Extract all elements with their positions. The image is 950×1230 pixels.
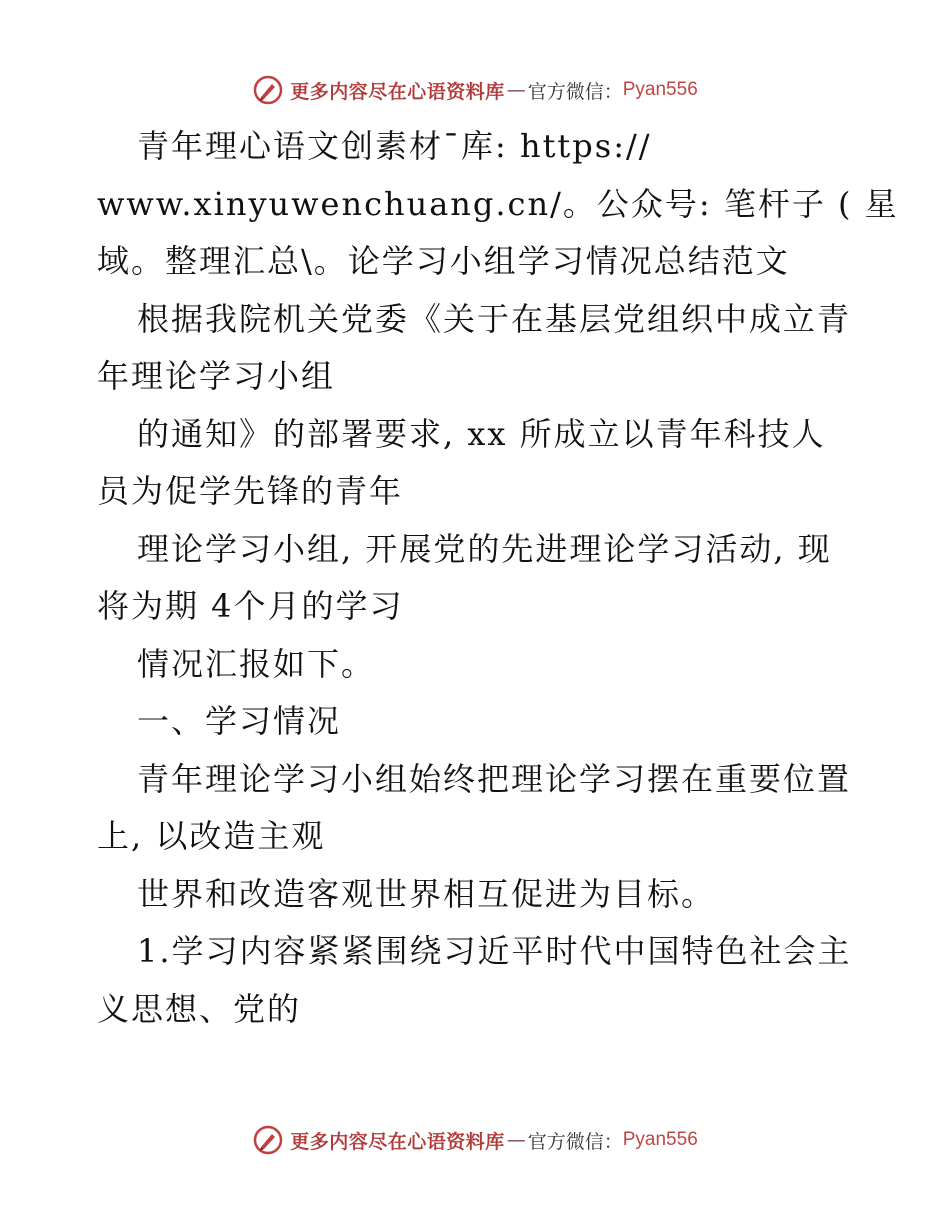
text-line: 世界和改造客观世界相互促进为目标。 (137, 874, 716, 913)
watermark-brand: 更多内容尽在心语资料库 (290, 80, 505, 103)
text-line: www.xinyuwenchuang.cn/。公众号: 笔杆子 ( 星 (97, 184, 899, 223)
watermark-separator: — (506, 79, 526, 101)
text-line: 义思想、党的 (97, 989, 302, 1028)
watermark-wechat-id: Pyan556 (622, 1129, 698, 1150)
text-line: 将为期 4个月的学习 (97, 587, 404, 625)
watermark-label: 官方微信： (527, 1130, 623, 1153)
text-line: 青年理心语文创素材¯库: https:// (137, 127, 652, 165)
text-line: 上, 以改造主观 (97, 817, 326, 855)
header-watermark (0, 70, 950, 110)
text-line: 年理论学习小组 (97, 357, 336, 395)
text-line: 青年理论学习小组始终把理论学习摆在重要位置 (137, 759, 852, 798)
document-body (97, 118, 899, 1038)
pen-logo-icon (252, 74, 284, 106)
footer-watermark (0, 1120, 950, 1160)
text-line: 域。整理汇总\。论学习小组学习情况总结范文 (97, 242, 790, 280)
text-line: 根据我院机关党委《关于在基层党组织中成立青 (137, 299, 852, 338)
section-heading: 一、学习情况 (137, 702, 342, 740)
text-line: 员为促学先锋的青年 (97, 472, 404, 510)
watermark-label: 官方微信： (527, 80, 623, 103)
pen-logo-icon (252, 1124, 284, 1156)
text-line: 情况汇报如下。 (137, 644, 376, 683)
text-line: 1.学习内容紧紧围绕习近平时代中国特色社会主 (137, 932, 852, 970)
text-line: 的通知》的部署要求, xx 所成立以青年科技人 (137, 414, 826, 453)
watermark-separator: — (506, 1129, 526, 1151)
text-line: 理论学习小组, 开展党的先进理论学习活动, 现 (137, 529, 832, 568)
watermark-wechat-id: Pyan556 (622, 79, 698, 100)
watermark-brand: 更多内容尽在心语资料库 (290, 1130, 505, 1153)
